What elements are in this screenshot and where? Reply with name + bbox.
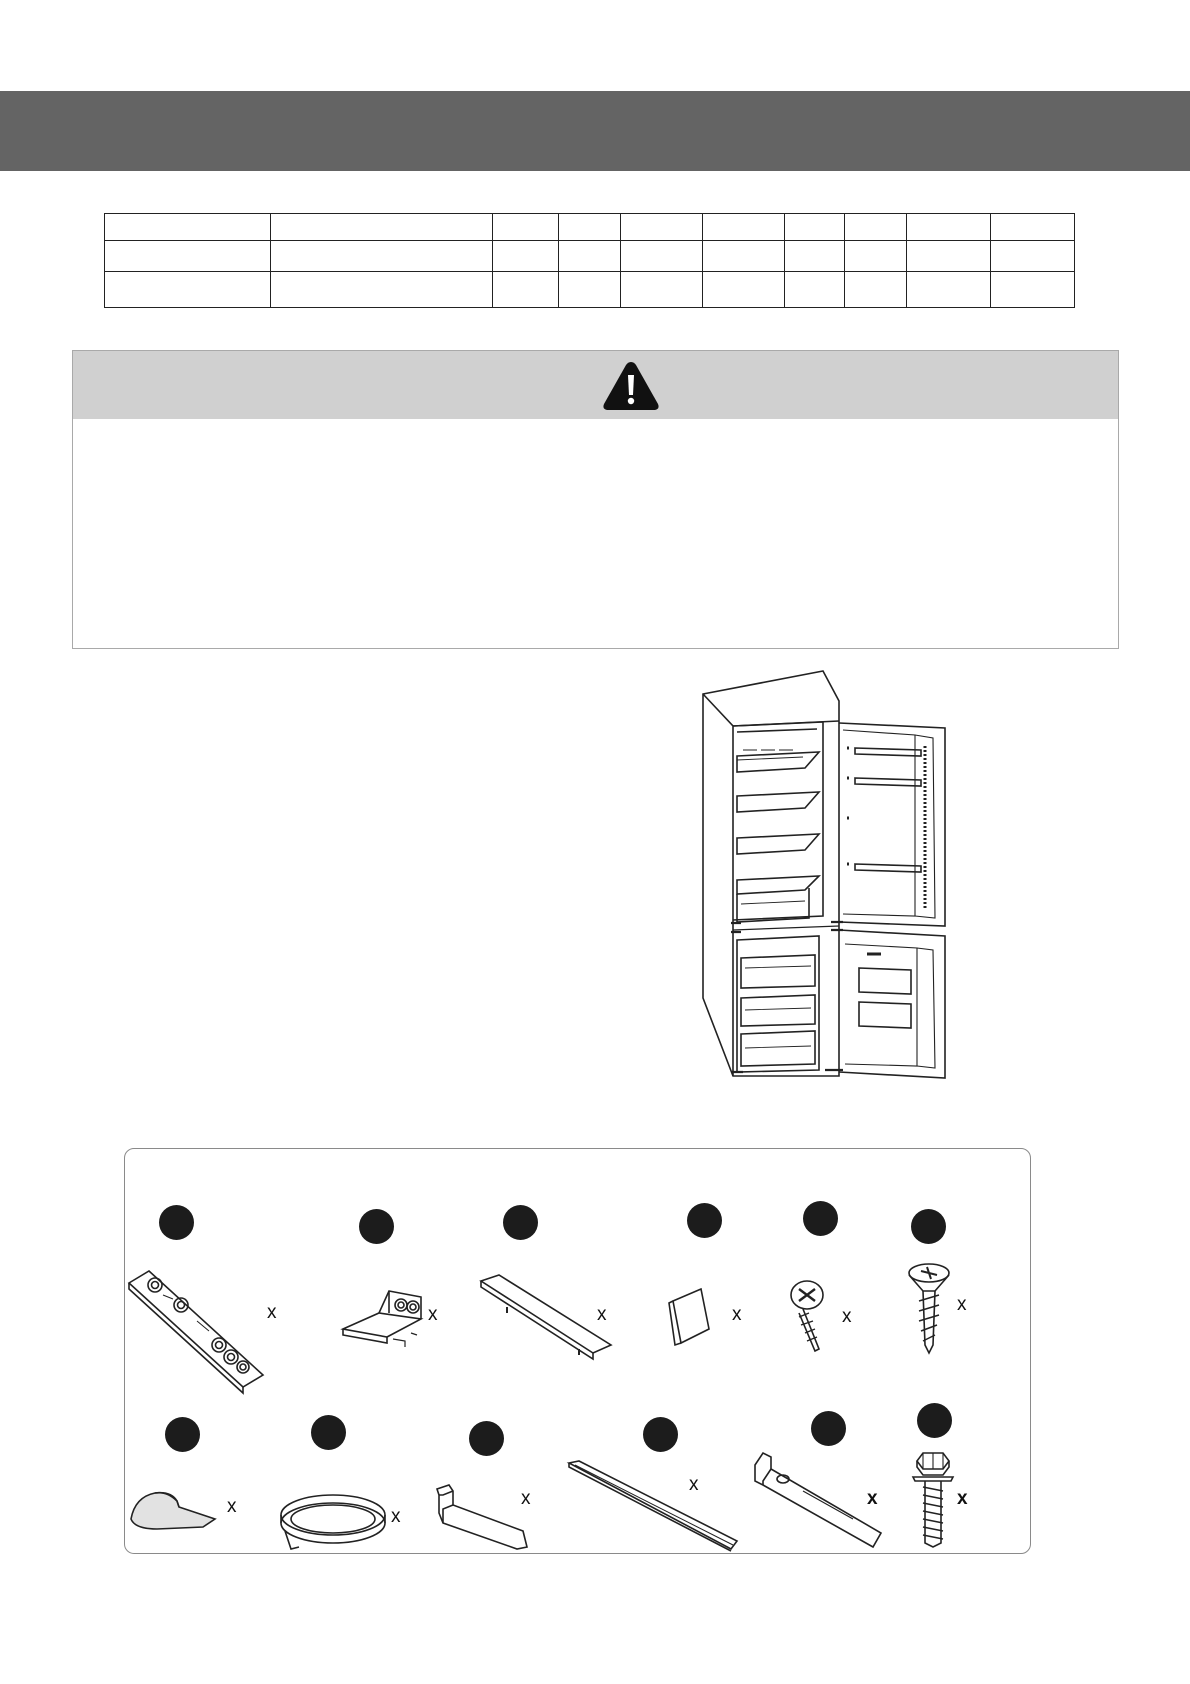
quantity-x: x [957,1294,967,1315]
table-cell [105,272,271,308]
quantity-x: x [867,1488,878,1509]
sealing-strip-roll-icon [277,1489,397,1555]
table-cell [105,214,271,241]
part-marker [469,1421,504,1456]
table-cell [271,272,493,308]
part-marker [911,1209,946,1244]
table-cell [785,241,845,272]
table-cell [621,241,703,272]
part-marker [803,1201,838,1236]
table-cell [493,241,559,272]
table-cell [907,272,991,308]
fridge-freezer-illustration [697,668,957,1088]
quantity-x: x [428,1304,438,1325]
table-cell [703,272,785,308]
table-cell [271,214,493,241]
table-cell [991,272,1075,308]
table-cell [907,241,991,272]
table-cell [991,214,1075,241]
slide-bracket-icon [753,1451,885,1551]
table-row [105,214,1075,241]
table-cell [703,214,785,241]
part-marker [811,1411,846,1446]
quantity-x: x [521,1488,531,1509]
table-cell [271,241,493,272]
part-marker [503,1205,538,1240]
table-cell [703,241,785,272]
quantity-x: x [227,1496,237,1517]
spec-table [104,213,1075,308]
quantity-x: x [732,1304,742,1325]
quantity-x: x [842,1306,852,1327]
quantity-x: x [267,1302,277,1323]
section-header-band [0,91,1190,171]
table-cell [785,214,845,241]
table-cell [493,214,559,241]
table-cell [785,272,845,308]
quantity-x: x [391,1506,401,1527]
table-cell [845,272,907,308]
table-cell [621,214,703,241]
guide-rail-icon [565,1459,741,1553]
table-cell [559,241,621,272]
table-row [105,272,1075,308]
part-marker [311,1415,346,1450]
table-cell [845,241,907,272]
quantity-x: x [957,1488,968,1509]
part-marker [359,1209,394,1244]
foot-cover-icon [127,1485,227,1539]
part-marker [643,1417,678,1452]
cover-strip-icon [477,1273,617,1363]
control-panel-cover-icon [125,1269,285,1389]
countersunk-screw-icon [905,1261,955,1357]
part-marker [687,1203,722,1238]
cover-cap-icon [663,1285,723,1355]
quantity-x: x [597,1304,607,1325]
table-cell [621,272,703,308]
accessory-parts-panel [124,1148,1031,1554]
part-marker [159,1205,194,1240]
part-marker [917,1403,952,1438]
table-cell [991,241,1075,272]
table-cell [105,241,271,272]
table-cell [493,272,559,308]
warning-box [72,350,1119,649]
part-marker [165,1417,200,1452]
warning-header [73,351,1118,419]
quantity-x: x [689,1474,699,1495]
table-cell [845,214,907,241]
table-cell [559,214,621,241]
table-cell [907,214,991,241]
table-row [105,241,1075,272]
hex-flange-bolt-icon [911,1447,955,1551]
pan-head-screw-icon [785,1277,845,1361]
hinge-bracket-icon [341,1289,441,1359]
warning-triangle-icon [601,359,661,413]
table-cell [559,272,621,308]
